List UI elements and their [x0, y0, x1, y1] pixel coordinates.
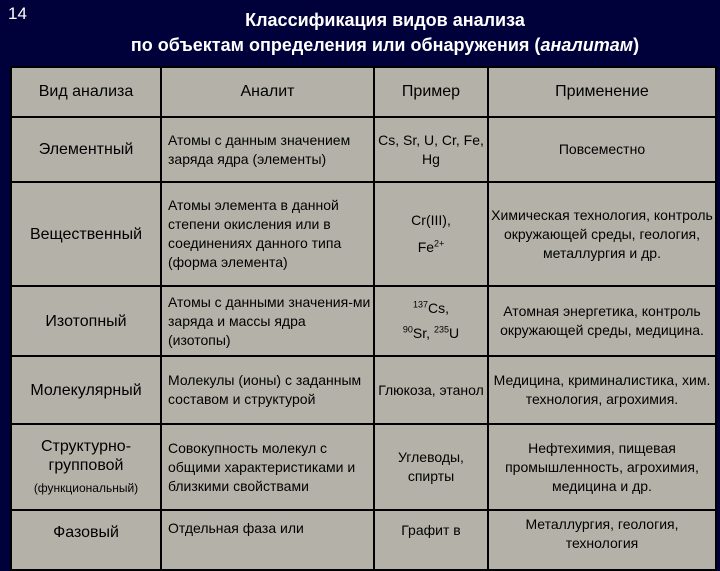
row-analyte: Атомы элемента в данной степени окисления или в соединениях данного типа (форма элемента) [161, 182, 374, 286]
type-line-3: (функциональный) [33, 480, 139, 495]
row-example [374, 286, 488, 356]
row-type: Изотопный [11, 286, 161, 356]
slide-title [60, 8, 710, 58]
row-application: Химическая технология, контроль окружающей среды, геология, металлургия и др. [488, 182, 716, 286]
row-type: Фазовый [11, 510, 161, 570]
isotope-symbol: U [448, 325, 460, 341]
header-application: Применение [488, 67, 716, 117]
header-analyte: Аналит [161, 67, 374, 117]
table-row [11, 510, 716, 570]
row-example: Cs, Sr, U, Cr, Fe, Hg [374, 117, 488, 182]
row-analyte: Отдельная фаза или [161, 510, 374, 570]
title-line-1: Классификация видов анализа [245, 10, 525, 30]
row-type: Элементный [11, 117, 161, 182]
example-line-1 [376, 299, 486, 318]
header-example: Пример [374, 67, 488, 117]
slide-number: 14 [8, 4, 27, 23]
row-application: Металлургия, геология, технология [488, 510, 716, 570]
isotope-symbol: Sr, [412, 325, 431, 341]
header-type: Вид анализа [11, 67, 161, 117]
row-analyte: Молекулы (ионы) с заданным составом и структурой [161, 356, 374, 424]
title-line-2 [60, 33, 710, 58]
title-line-2-italic: аналитам [540, 35, 634, 55]
row-application: Нефтехимия, пищевая промышленность, агрохимия, медицина и др. [488, 424, 716, 510]
type-line-2: групповой [48, 456, 124, 474]
example-line-2 [376, 324, 486, 343]
row-example: Глюкоза, этанол [374, 356, 488, 424]
isotope-mass: 137 [412, 299, 429, 310]
table-row [11, 356, 716, 424]
example-line-2 [376, 238, 486, 257]
table-row [11, 182, 716, 286]
isotope-symbol: Cs, [428, 300, 450, 316]
isotope-mass: 235 [433, 324, 449, 335]
table-row [11, 286, 716, 356]
row-analyte: Атомы с данным значением заряда ядра (элементы) [161, 117, 374, 182]
row-example: Углеводы, спирты [374, 424, 488, 510]
row-application: Атомная энергетика, контроль окружающей среды, медицина. [488, 286, 716, 356]
table-row [11, 424, 716, 510]
example-charge: 2+ [434, 238, 445, 249]
isotope-mass: 90 [402, 324, 413, 335]
row-analyte: Атомы с данными значения-ми заряда и массы ядра (изотопы) [161, 286, 374, 356]
type-line-1: Структурно- [40, 437, 132, 455]
title-line-2-prefix: по объектам определения или обнаружения ( [130, 35, 541, 55]
example-line-1: Cr(III), [411, 212, 451, 228]
example-formula: Fe [417, 239, 435, 255]
title-line-2-suffix: ) [633, 35, 640, 55]
table-header-row [11, 67, 716, 117]
row-type [11, 424, 161, 510]
row-type: Молекулярный [11, 356, 161, 424]
row-application: Повсеместно [488, 117, 716, 182]
classification-table [10, 66, 717, 571]
row-analyte: Совокупность молекул с общими характеристиками и близкими свойствами [161, 424, 374, 510]
table-row [11, 117, 716, 182]
row-example [374, 182, 488, 286]
row-example: Графит в [374, 510, 488, 570]
row-type: Вещественный [11, 182, 161, 286]
row-application: Медицина, криминалистика, хим. технология, агрохимия. [488, 356, 716, 424]
